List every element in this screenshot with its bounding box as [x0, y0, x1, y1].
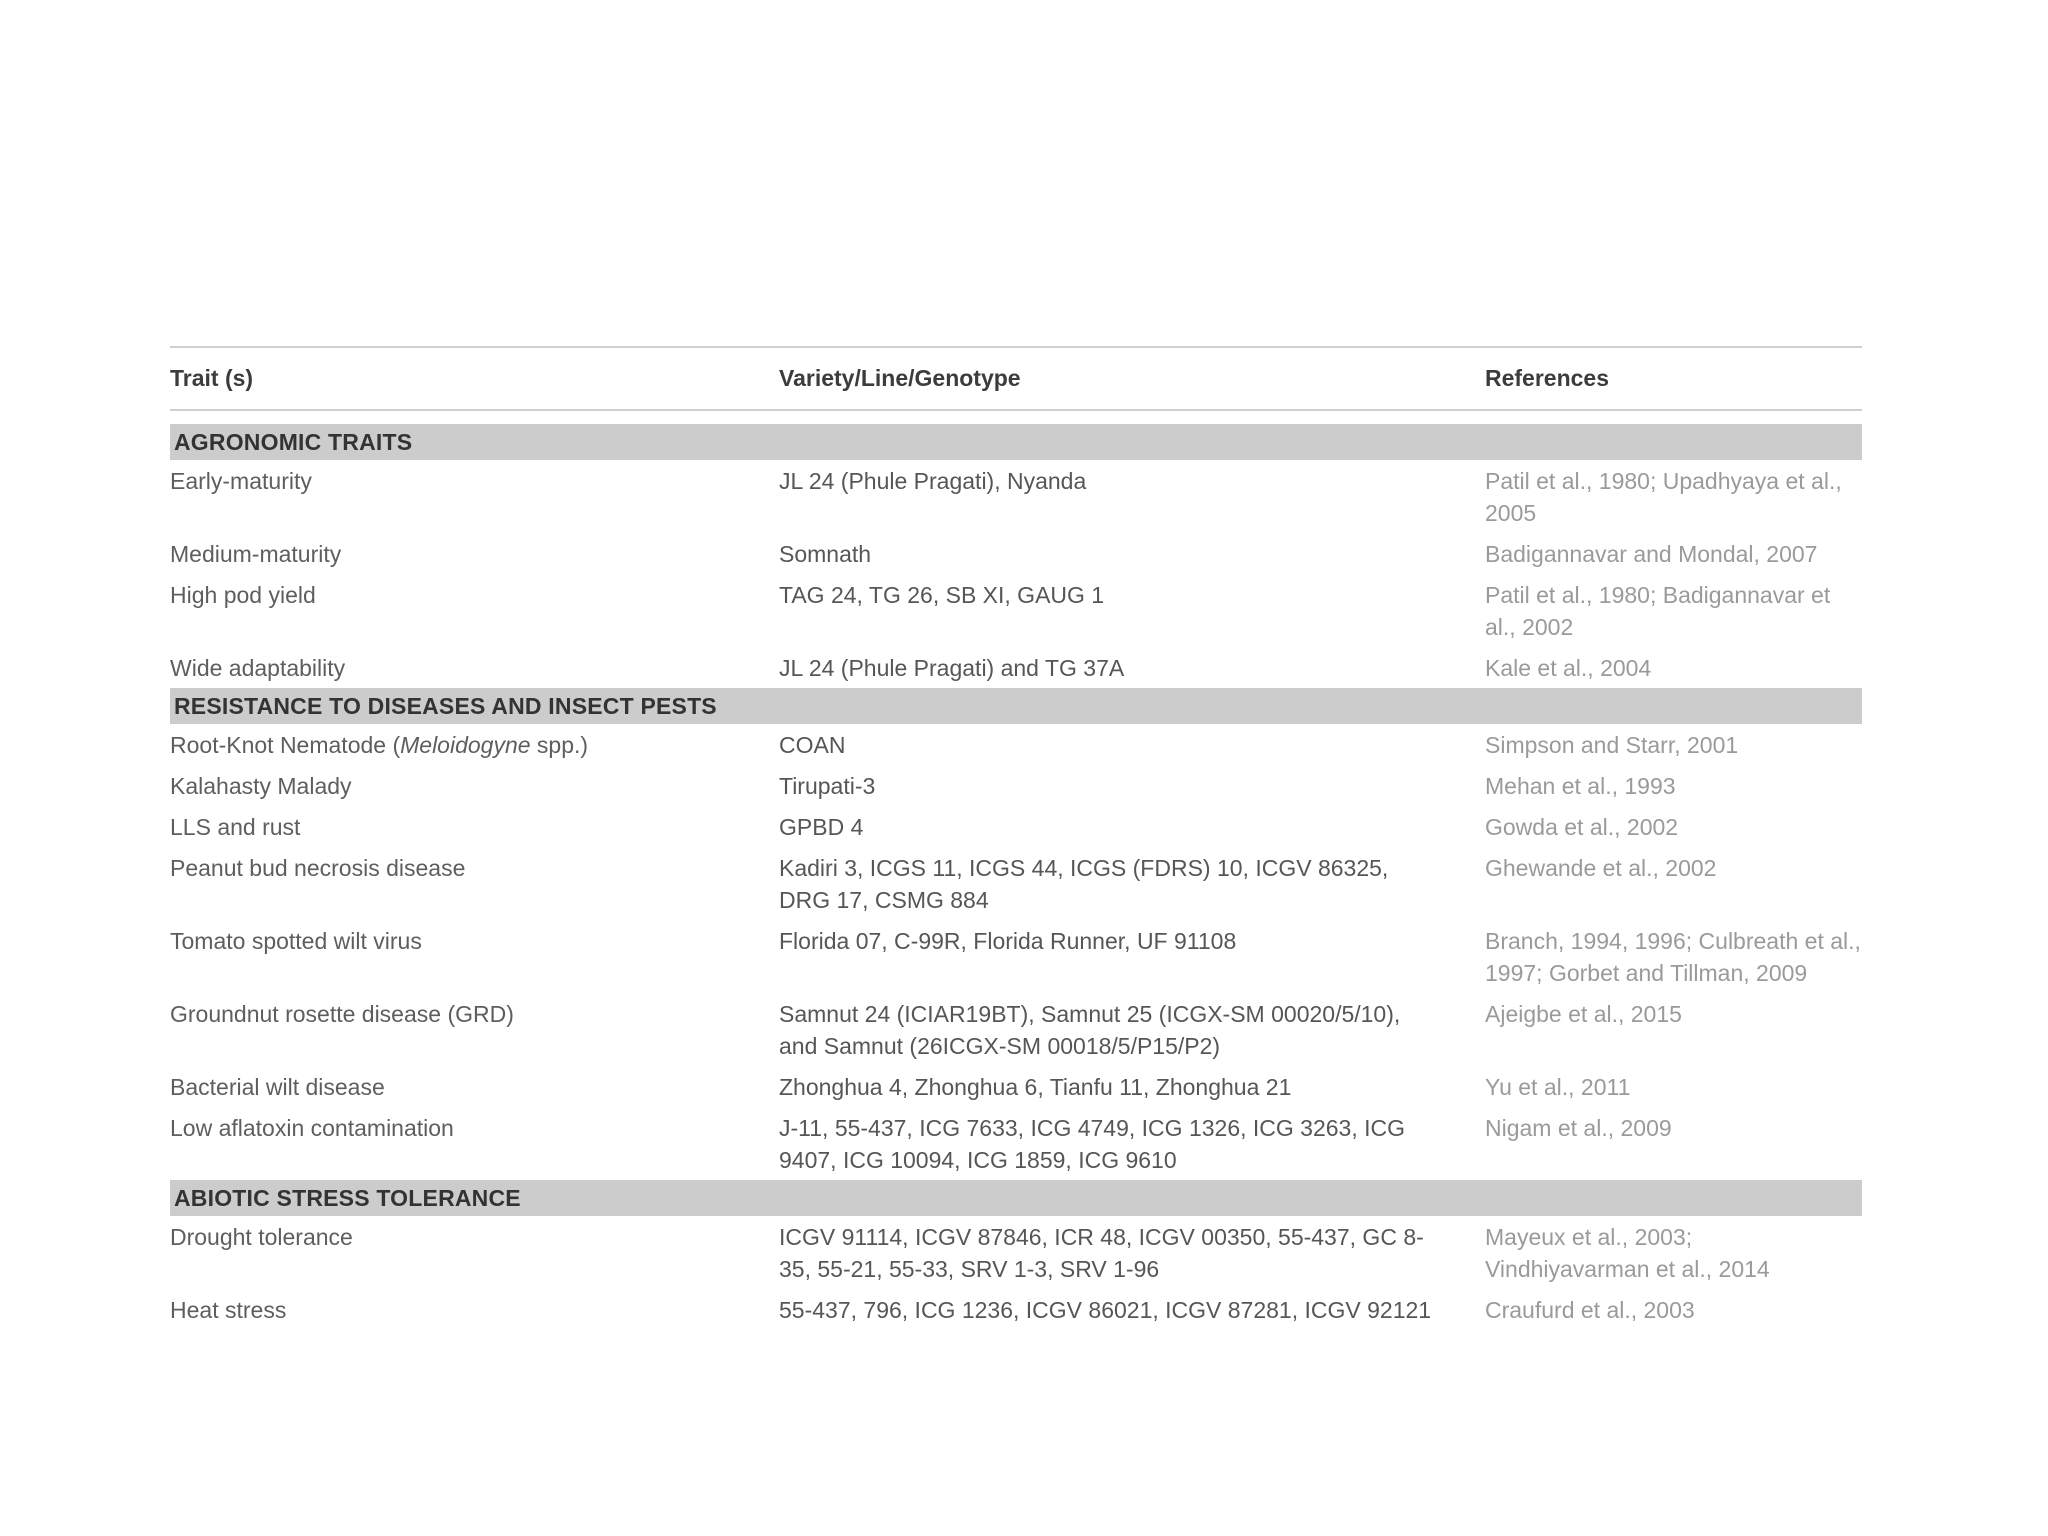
reference-cell: Ghewande et al., 2002 — [1485, 855, 1717, 881]
section-row-abiotic-stress — [170, 1180, 1862, 1216]
traits-table — [170, 346, 1862, 1330]
variety-cell: GPBD 4 — [779, 814, 864, 840]
trait-cell: LLS and rust — [170, 814, 301, 840]
table-body — [170, 410, 1862, 1330]
trait-cell: Bacterial wilt disease — [170, 1074, 385, 1100]
reference-cell: Nigam et al., 2009 — [1485, 1115, 1672, 1141]
reference-cell: Mehan et al., 1993 — [1485, 773, 1676, 799]
variety-cell: 55-437, 796, ICG 1236, ICGV 86021, ICGV 87281, ICGV 92121 — [779, 1297, 1432, 1323]
reference-cell: Simpson and Starr, 2001 — [1485, 732, 1739, 758]
section-row-resistance-diseases-pests — [170, 688, 1862, 724]
variety-cell: JL 24 (Phule Pragati) and TG 37A — [779, 655, 1125, 681]
trait-text-prefix: Root-Knot Nematode ( — [170, 732, 401, 758]
table-row — [170, 533, 1862, 574]
header-trait: Trait (s) — [170, 365, 254, 391]
section-row-agronomic-traits — [170, 424, 1862, 460]
table-header — [170, 347, 1862, 410]
trait-cell: Peanut bud necrosis disease — [170, 855, 466, 881]
trait-cell: Heat stress — [170, 1297, 287, 1323]
variety-cell: J-11, 55-437, ICG 7633, ICG 4749, ICG 1326, ICG 3263, ICG 9407, ICG 10094, ICG 1859, ICG 9610 — [779, 1115, 1406, 1173]
variety-cell: Florida 07, C-99R, Florida Runner, UF 91108 — [779, 928, 1237, 954]
variety-cell: Samnut 24 (ICIAR19BT), Samnut 25 (ICGX-SM 00020/5/10), and Samnut (26ICGX-SM 00018/5/P15/P2) — [779, 1001, 1401, 1059]
trait-text-italic: Meloidogyne — [400, 732, 531, 758]
trait-cell: Tomato spotted wilt virus — [170, 928, 422, 954]
reference-cell: Gowda et al., 2002 — [1485, 814, 1679, 840]
reference-cell: Mayeux et al., 2003; Vindhiyavarman et al., 2014 — [1485, 1224, 1770, 1282]
trait-cell: Groundnut rosette disease (GRD) — [170, 1001, 514, 1027]
table-row — [170, 647, 1862, 688]
reference-cell: Yu et al., 2011 — [1485, 1074, 1631, 1100]
variety-cell: Somnath — [779, 541, 872, 567]
trait-cell — [170, 724, 779, 765]
table-row — [170, 1107, 1862, 1180]
reference-cell: Ajeigbe et al., 2015 — [1485, 1001, 1682, 1027]
table-row — [170, 765, 1862, 806]
table-row — [170, 993, 1862, 1066]
trait-cell: Drought tolerance — [170, 1224, 353, 1250]
table-row — [170, 920, 1862, 993]
variety-cell: Kadiri 3, ICGS 11, ICGS 44, ICGS (FDRS) 10, ICGV 86325, DRG 17, CSMG 884 — [779, 855, 1389, 913]
header-references: References — [1485, 365, 1610, 391]
trait-cell: Medium-maturity — [170, 541, 342, 567]
table-row — [170, 724, 1862, 765]
variety-cell: COAN — [779, 732, 846, 758]
section-title: AGRONOMIC TRAITS — [170, 424, 1862, 460]
table-row — [170, 1289, 1862, 1330]
table-row — [170, 1066, 1862, 1107]
table-row — [170, 574, 1862, 647]
trait-cell: Kalahasty Malady — [170, 773, 352, 799]
header-spacer — [170, 410, 1862, 424]
trait-cell: High pod yield — [170, 582, 316, 608]
trait-text-suffix: spp.) — [530, 732, 589, 758]
section-title: RESISTANCE TO DISEASES AND INSECT PESTS — [170, 688, 1862, 724]
variety-cell: TAG 24, TG 26, SB XI, GAUG 1 — [779, 582, 1105, 608]
variety-cell: Zhonghua 4, Zhonghua 6, Tianfu 11, Zhonghua 21 — [779, 1074, 1292, 1100]
reference-cell: Craufurd et al., 2003 — [1485, 1297, 1695, 1323]
reference-cell: Kale et al., 2004 — [1485, 655, 1652, 681]
traits-table-container — [170, 346, 1862, 1330]
table-row — [170, 847, 1862, 920]
reference-cell: Badigannavar and Mondal, 2007 — [1485, 541, 1818, 567]
header-variety: Variety/Line/Genotype — [779, 365, 1021, 391]
table-row — [170, 460, 1862, 533]
trait-cell: Early-maturity — [170, 468, 312, 494]
reference-cell: Patil et al., 1980; Upadhyaya et al., 2005 — [1485, 468, 1842, 526]
header-row — [170, 347, 1862, 410]
reference-cell: Patil et al., 1980; Badigannavar et al., 2002 — [1485, 582, 1831, 640]
table-row — [170, 1216, 1862, 1289]
table-row — [170, 806, 1862, 847]
reference-cell: Branch, 1994, 1996; Culbreath et al., 1997; Gorbet and Tillman, 2009 — [1485, 928, 1861, 986]
variety-cell: JL 24 (Phule Pragati), Nyanda — [779, 468, 1087, 494]
trait-cell: Wide adaptability — [170, 655, 346, 681]
trait-cell: Low aflatoxin contamination — [170, 1115, 454, 1141]
variety-cell: ICGV 91114, ICGV 87846, ICR 48, ICGV 00350, 55-437, GC 8-35, 55-21, 55-33, SRV 1-3, SRV 1-96 — [779, 1224, 1424, 1282]
variety-cell: Tirupati-3 — [779, 773, 876, 799]
section-title: ABIOTIC STRESS TOLERANCE — [170, 1180, 1862, 1216]
